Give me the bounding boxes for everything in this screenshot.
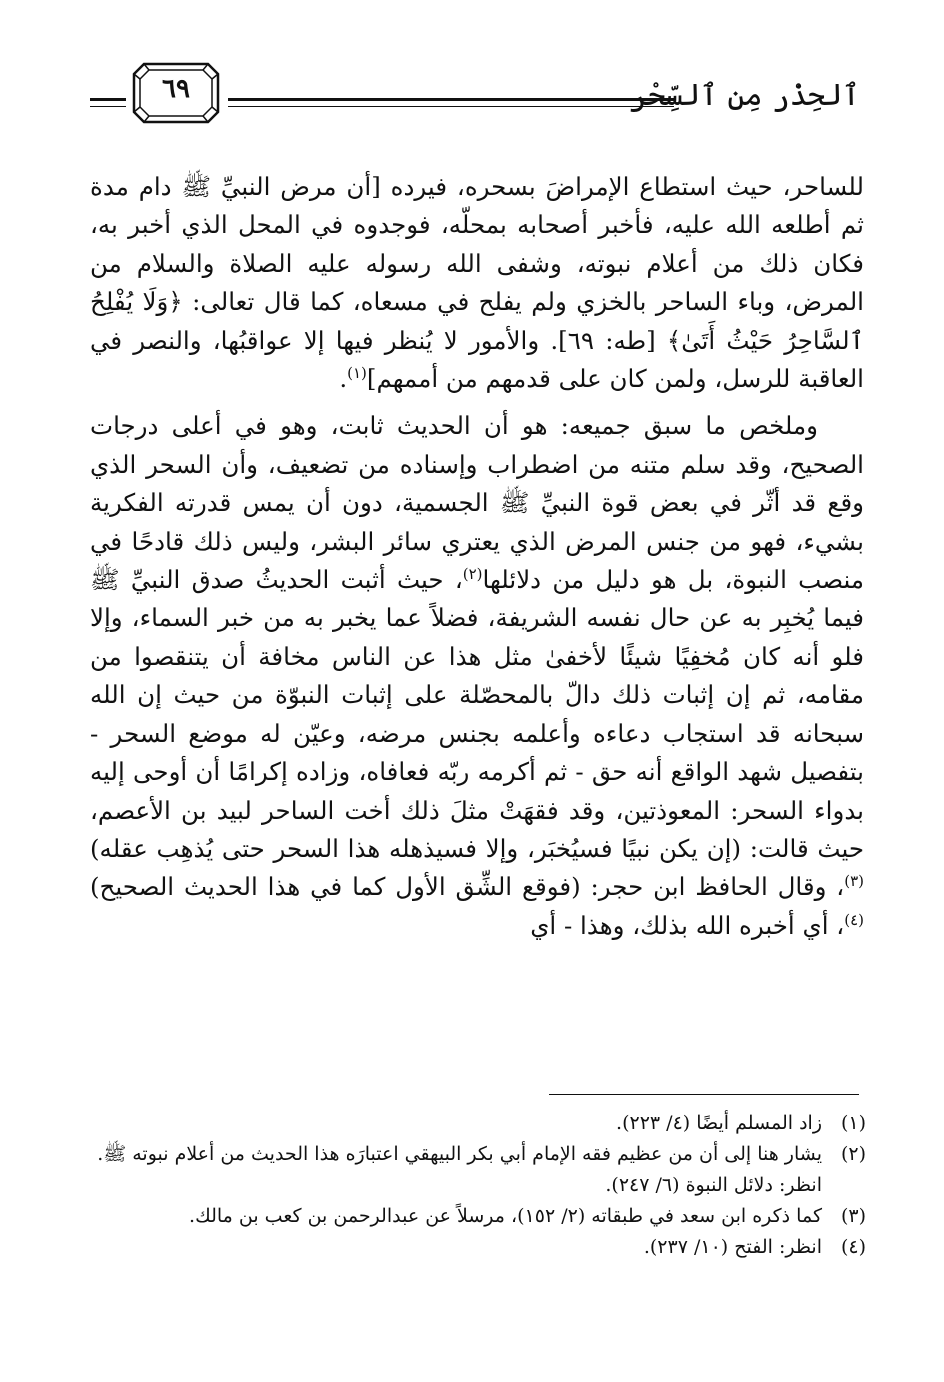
footnote-number: (١) [840, 1112, 866, 1134]
footnote-ref-4: (٤) [844, 910, 864, 929]
page-number-frame [130, 60, 222, 126]
footnote-number: (٣) [840, 1205, 866, 1227]
paragraph-1-text: للساحر، حيث استطاع الإمراضَ بسحره، فيرده [أن مرض النبيِّ ﷺ دام مدة ثم أطلعه الله عليه، فأخبر أصحابه بمحلّه، فوجدوه في المحل الذي أخبر به، فكان ذلك من أعلام نبوته، وشفى الله رسوله عليه الصلاة والسلام من المرض، وباء الساحر بالخزي ولم يفلح في مسعاه، كما قال تعالى: ﴿وَلَا يُفْلِحُ ٱلسَّاحِرُ حَيْثُ أَتَىٰ﴾ [طه: ٦٩]. والأمور لا يُنظر فيها إلا عواقبُها، والنصر في العاقبة للرسل، ولمن كان على قدمهم من أممهم] [90, 172, 864, 394]
paragraph-2-text-a: وملخص ما سبق جميعه: هو أن الحديث ثابت، وهو في أعلى درجات الصحيح، وقد سلم متنه من اضطراب وإسناده من تضعيف، وأن السحر الذي وقع قد أثّر في بعض قوة النبيِّ ﷺ الجسمية، دون أن يمس قدرته الفكرية بشيء، فهو من جنس المرض الذي يعتري سائر البشر، وليس ذلك قادحًا في منصب النبوة، بل هو دليل من دلائلها [90, 411, 864, 595]
header-rule-thin [228, 106, 674, 107]
footnote-4 [82, 1232, 866, 1263]
footnote-1 [82, 1108, 866, 1139]
page-number: ٦٩ [162, 74, 190, 104]
footnote-separator [549, 1094, 859, 1095]
paragraph-1-end: . [339, 364, 348, 394]
footnote-text: كما ذكره ابن سعد في طبقاته (٢/ ١٥٢)، مرسلاً عن عبدالرحمن بن كعب بن مالك. [189, 1205, 822, 1227]
paragraph-2-text-b: ، حيث أثبت الحديثُ صدق النبيِّ ﷺ فيما يُخبِر به عن حال نفسه الشريفة، فضلاً عما يخبر به من خبر السماء، وإلا فلو أنه كان مُخفِيًا شيئًا لأخفىٰ مثل هذا عن الناس مخافة أن يتنقصوا من مقامه، ثم إن إثبات ذلك دالّ بالمحصّلة على إثبات النبوّة من حيث إن الله سبحانه قد استجاب دعاءه وأعلمه بجنس مرضه، وعيّن له موضع السحر - بتفصيل شهد الواقع أنه حق - ثم أكرمه ربّه فعافاه، وزاده إكرامًا أن أوحى إليه بدواء السحر: المعوذتين، وقد فقهَتْ مثلَ ذلك أخت الساحر لبيد بن الأعصم، حيث قالت: (إن يكن نبيًا فسيُخبَر، وإلا فسيذهله هذا السحر حتى يُذهِب عقله) [90, 565, 864, 863]
running-title: ٱلحِذْر مِن ٱلسِّحْر [629, 78, 860, 113]
footnote-ref-2: (٢) [462, 564, 483, 583]
footnote-ref-3: (٣) [844, 872, 864, 891]
footnote-text: يشار هنا إلى أن من عظيم فقه الإمام أبي بكر البيهقي اعتبارَه هذا الحديث من أعلام نبوته ﷺ. انظر: دلائل النبوة (٦/ ٢٤٧). [97, 1143, 822, 1196]
paragraph-2 [90, 407, 864, 945]
header-rule-left [90, 98, 126, 101]
footnote-number: (٤) [840, 1236, 866, 1258]
footnote-ref-1: (١) [347, 363, 367, 382]
footnote-text: زاد المسلم أيضًا (٤/ ٢٢٣). [616, 1112, 822, 1134]
paragraph-2-text-c: ، وقال الحافظ ابن حجر: (فوقع الشِّق الأول كما في هذا الحديث الصحيح) [90, 872, 845, 902]
footnote-3 [82, 1201, 866, 1232]
paragraph-1 [90, 168, 864, 398]
footnote-text: انظر: الفتح (١٠/ ٢٣٧). [643, 1236, 822, 1258]
paragraph-2-text-d: ، أي أخبره الله بذلك، وهذا - أي [530, 910, 845, 940]
footnote-number: (٢) [840, 1143, 866, 1165]
header-rule [228, 98, 674, 101]
page-header [90, 60, 860, 140]
main-text [90, 168, 864, 945]
footnote-2 [82, 1139, 866, 1201]
header-rule-left-thin [90, 106, 126, 107]
footnotes [82, 1108, 866, 1263]
